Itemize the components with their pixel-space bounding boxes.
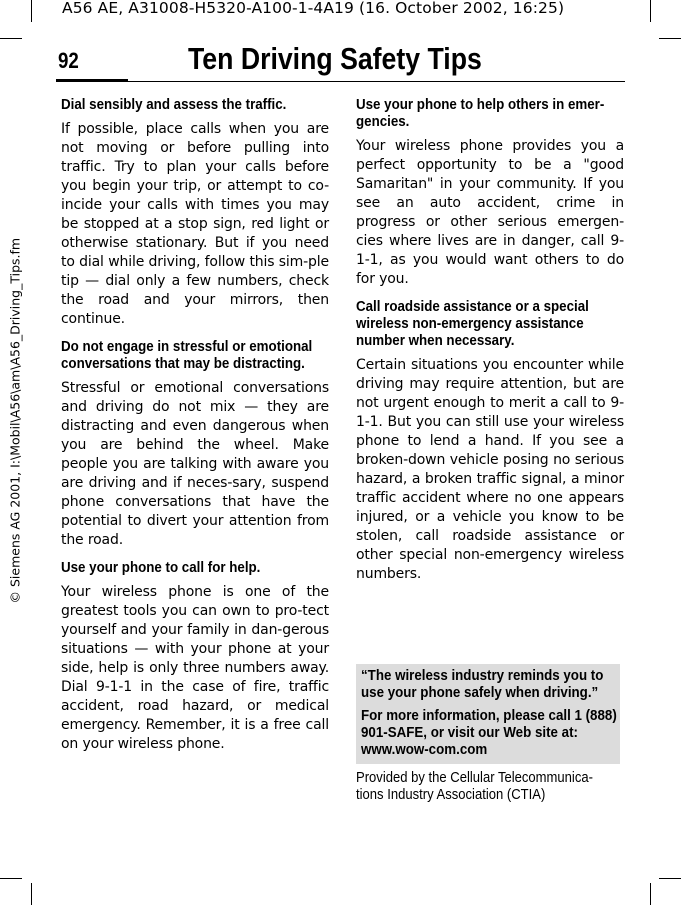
- crop-mark-bottom-right-vertical: [650, 883, 651, 905]
- crop-mark-top-right-vertical: [650, 0, 651, 22]
- page-number: 92: [58, 48, 79, 73]
- section-body: If possible, place calls when you are not moving or before pulling into traffic. Try to plan your calls before you begin your trip, or attempt to co-incide your calls with times you may be stopped at a stop sign, red light or otherwise stationary. But if you need to dial while driving, follow this sim-ple tip — dial only a few numbers, check the road and your mirrors, then continue.: [61, 121, 329, 327]
- section-heading: Use your phone to help others in emer-gencies.: [356, 97, 605, 130]
- section-heading: Use your phone to call for help.: [61, 560, 261, 576]
- section-heading: Call roadside assistance or a special wireless non-emergency assistance number when necessary.: [356, 299, 589, 349]
- section-heading: Dial sensibly and assess the traffic.: [61, 97, 287, 113]
- crop-mark-top-left-horizontal: [0, 38, 22, 39]
- crop-mark-bottom-left-vertical: [31, 883, 32, 905]
- section-body: Stressful or emotional conversations and driving do not mix — they are distracting and even dangerous when you are behind the wheel. Make people you are talking with aware you are driving and if neces-sary, suspend phone conversations that have the potential to divert your attention from the road.: [61, 380, 329, 548]
- info-quote: “The wireless industry reminds you to use your phone safely when driving.”: [361, 668, 604, 701]
- section-body: Certain situations you encounter while driving may require attention, but are not urgent enough to merit a call to 9-1-1. But you can still use your wireless phone to lend a hand. If you see a broken-down vehicle posing no serious hazard, a broken traffic signal, a minor traffic accident where no one appears injured, or a vehicle you know to be stolen, call roadside assistance or other special non-emergency wireless numbers.: [356, 357, 624, 582]
- document-meta-header: A56 AE, A31008-H5320-A100-1-4A19 (16. October 2002, 16:25): [62, 0, 565, 17]
- copyright-side-note: © Siemens AG 2001, I:\Mobil\A56\am\A56_Driving_Tips.fm: [7, 237, 23, 604]
- header-rule-thin: [128, 81, 625, 82]
- section-body: Your wireless phone provides you a perfect opportunity to be a "good Samaritan" in your community. If you see an auto accident, crime in progress or other serious emergen-cies where lives are in danger, call 9-1-1, as you would want others to do for you.: [356, 138, 624, 287]
- crop-mark-top-right-horizontal: [659, 38, 681, 39]
- section-heading: Do not engage in stressful or emotional conversations that may be distracting.: [61, 339, 313, 372]
- right-column: [356, 97, 624, 594]
- info-contact: For more information, please call 1 (888) 901-SAFE, or visit our Web site at: www.wow-com.com: [361, 708, 617, 758]
- left-column: [61, 97, 329, 764]
- header-rule-thick: [56, 79, 128, 82]
- crop-mark-bottom-left-horizontal: [0, 878, 22, 879]
- safety-info-box: [356, 664, 620, 764]
- source-credit: Provided by the Cellular Telecommunica-tions Industry Association (CTIA): [356, 770, 593, 803]
- section-body: Your wireless phone is one of the greatest tools you can own to pro-tect yourself and your family in dan-gerous situations — with your phone at your side, help is only three numbers away. Dial 9-1-1 in the case of fire, traffic accident, road hazard, or medical emergency. Remember, it is a free call on your wireless phone.: [61, 584, 329, 752]
- page-title: Ten Driving Safety Tips: [188, 41, 482, 76]
- crop-mark-top-left-vertical: [31, 0, 32, 22]
- crop-mark-bottom-right-horizontal: [659, 878, 681, 879]
